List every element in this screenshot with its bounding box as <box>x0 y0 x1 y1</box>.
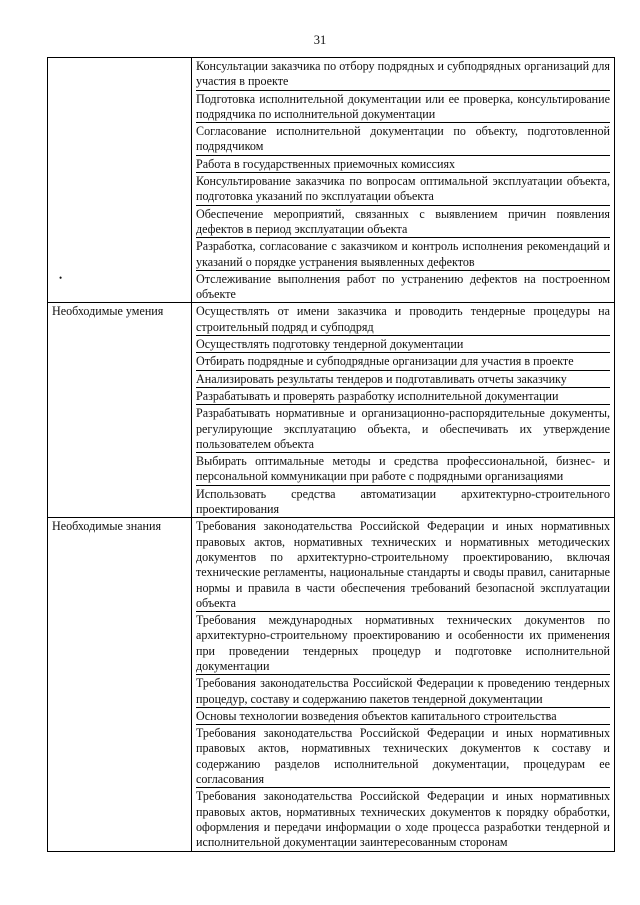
table-row <box>48 303 615 518</box>
list-item: Требования законодательства Российской Федерации к проведению тендерных процедур, составу и содержанию пакетов тендерной документации <box>196 675 610 708</box>
list-item: Разрабатывать и проверять разработку исполнительной документации <box>196 388 610 405</box>
list-item: Требования законодательства Российской Федерации и иных нормативных правовых актов, нормативных технических документов к порядку обработки, оформления и передачи информации о ходе процесса разработки тендерной и исполнительной документации заинтересованным сторонам <box>196 789 610 850</box>
list-item: Разработка, согласование с заказчиком и контроль исполнения рекомендаций и указаний о порядке устранения выявленных дефектов <box>196 238 610 271</box>
mark-dot: • <box>59 273 63 283</box>
section-items <box>192 303 615 518</box>
page-number: 31 <box>313 33 327 47</box>
list-item: Требования законодательства Российской Федерации и иных нормативных правовых актов, нормативных технических и нормативных методических документов по архитектурно-строительному проектированию, включая технические регламенты, национальные стандарты и своды правил, санитарные нормы и правила в части обеспечения требований безопасной эксплуатации объекта <box>196 518 610 612</box>
list-item: Обеспечение мероприятий, связанных с выявлением причин появления дефектов в период эксплуатации объекта <box>196 206 610 239</box>
list-item: Подготовка исполнительной документации или ее проверка, консультирование подрядчика по исполнительной документации <box>196 91 610 124</box>
list-item: Разрабатывать нормативные и организационно-распорядительные документы, регулирующие эксплуатацию объекта, и обеспечивать их утверждение пользователем объекта <box>196 405 610 453</box>
list-item: Работа в государственных приемочных комиссиях <box>196 156 610 173</box>
section-label: Необходимые умения <box>48 303 192 518</box>
list-item: Согласование исполнительной документации по объекту, подготовленной подрядчиком <box>196 123 610 156</box>
list-item: Требования международных нормативных технических документов по архитектурно-строительному проектированию и особенности их применения при проведении тендерных процедур и подготовке исполнительной документации <box>196 612 610 675</box>
list-item: Использовать средства автоматизации архитектурно-строительного проектирования <box>196 486 610 517</box>
list-item: Требования законодательства Российской Федерации и иных нормативных правовых актов, нормативных технических документов к составу и содержанию разделов исполнительной документации, процедурам ее согласования <box>196 725 610 788</box>
section-items <box>192 58 615 303</box>
list-item: Консультирование заказчика по вопросам оптимальной эксплуатации объекта, подготовка указаний по эксплуатации объекта <box>196 173 610 206</box>
list-item: Отбирать подрядные и субподрядные организации для участия в проекте <box>196 353 610 370</box>
list-item: Осуществлять от имени заказчика и проводить тендерные процедуры на строительный подряд и субподряд <box>196 303 610 336</box>
list-item: Осуществлять подготовку тендерной документации <box>196 336 610 353</box>
list-item: Выбирать оптимальные методы и средства профессиональной, бизнес- и персональной коммуникации при работе с подрядными организациями <box>196 453 610 486</box>
section-items <box>192 518 615 851</box>
table-row <box>48 58 615 303</box>
list-item: Консультации заказчика по отбору подрядных и субподрядных организаций для участия в проекте <box>196 58 610 91</box>
table-row <box>48 518 615 851</box>
list-item: Основы технологии возведения объектов капитального строительства <box>196 708 610 725</box>
competency-table <box>47 57 615 852</box>
list-item: Отслеживание выполнения работ по устранению дефектов на построенном объекте <box>196 271 610 302</box>
section-label <box>48 58 192 303</box>
section-label: Необходимые знания <box>48 518 192 851</box>
list-item: Анализировать результаты тендеров и подготавливать отчеты заказчику <box>196 371 610 388</box>
